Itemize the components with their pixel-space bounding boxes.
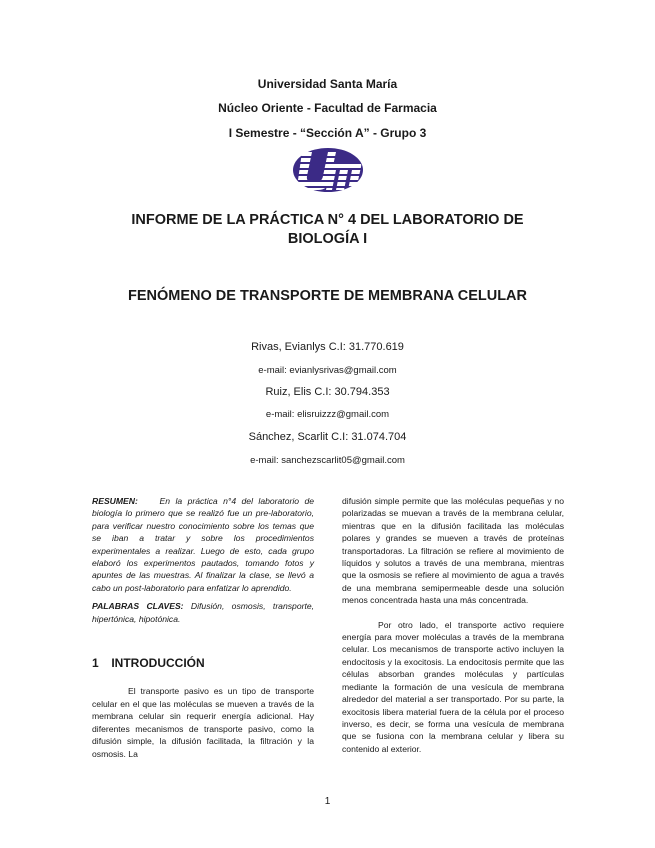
intro-paragraph-1: El transporte pasivo es un tipo de transporte celular en el que las moléculas se mueven a través de la membrana celular sin requerir energía adicional. Hay diferentes mecanismos de transporte pasivo, como la difusión simple, la difusión facilitada, la filtración y la osmosis. La — [92, 686, 314, 759]
report-title: INFORME DE LA PRÁCTICA N° 4 DEL LABORATORIO DE BIOLOGÍA I — [131, 212, 524, 247]
faculty-name: Núcleo Oriente - Facultad de Farmacia — [218, 101, 437, 115]
author-2-name: Ruiz, Elis C.I: 30.794.353 — [265, 386, 390, 398]
intro-paragraph-1-continued: difusión simple permite que las moléculas pequeñas y no polarizadas se muevan a través de la membrana celular, mientras que en la difusión facilitada las moléculas polares y grandes se mueven a través de proteínas transportadoras. La filtración se refiere al movimiento de líquidos y solutos a través de una membrana, mientras que la osmosis se refiere al movimiento de agua a través de una membrana semipermeable desde una solución menos concentrada hasta una más concentrada. — [342, 496, 564, 606]
semester-line: I Semestre - “Sección A” - Grupo 3 — [228, 126, 427, 140]
author-3-email: e-mail: sanchezscarlit05@gmail.com — [250, 455, 405, 466]
section-number: 1 — [92, 656, 99, 671]
keywords-text: Difusión, osmosis, transporte, hipertónica, hipotónica. — [92, 601, 315, 624]
author-1-name: Rivas, Evianlys C.I: 31.770.619 — [251, 341, 404, 353]
section-heading — [92, 657, 314, 669]
section-title: INTRODUCCIÓN — [111, 656, 205, 671]
page-number: 1 — [324, 796, 331, 807]
left-column — [92, 495, 314, 760]
author-1-email: e-mail: evianlysrivas@gmail.com — [258, 365, 397, 376]
keywords — [92, 600, 314, 625]
abstract — [92, 495, 314, 594]
right-column — [342, 495, 564, 755]
university-name: Universidad Santa María — [257, 77, 398, 91]
university-logo-icon — [292, 146, 364, 199]
author-3-name: Sánchez, Scarlit C.I: 31.074.704 — [248, 431, 407, 443]
abstract-text: En la práctica n°4 del laboratorio de biología lo primero que se realizó fue un pre-laboratorio, para verificar nuestro conocimiento sobre los temas que se iban a tratar y sobre los procedimientos experimentales a realizar. Luego de esto, cada grupo elaboró los experimentos pautados, tomando fotos y apuntes de las muestras. Al finalizar la clase, se llevó a cabo un post-laboratorio para enfatizar lo aprendido. — [92, 496, 314, 593]
keywords-label: PALABRAS CLAVES: — [92, 601, 184, 612]
author-2-email: e-mail: elisruizzz@gmail.com — [265, 409, 390, 420]
abstract-label: RESUMEN: — [92, 496, 138, 506]
topic-title: FENÓMENO DE TRANSPORTE DE MEMBRANA CELULAR — [127, 288, 528, 304]
intro-paragraph-2: Por otro lado, el transporte activo requiere energía para mover moléculas a través de la membrana celular. Los mecanismos de transporte activo incluyen la endocitosis y la exocitosis. La endocitosis permite que las células absorban grandes moléculas y partículas mediante la formación de una vesícula de membrana alrededor del material a ser transportado. Por su parte, la exocitosis libera material fuera de la célula por el proceso inverso, es decir, se forma una vesícula de membrana que se fusiona con la membrana celular y libera su contenido al exterior. — [342, 619, 564, 754]
